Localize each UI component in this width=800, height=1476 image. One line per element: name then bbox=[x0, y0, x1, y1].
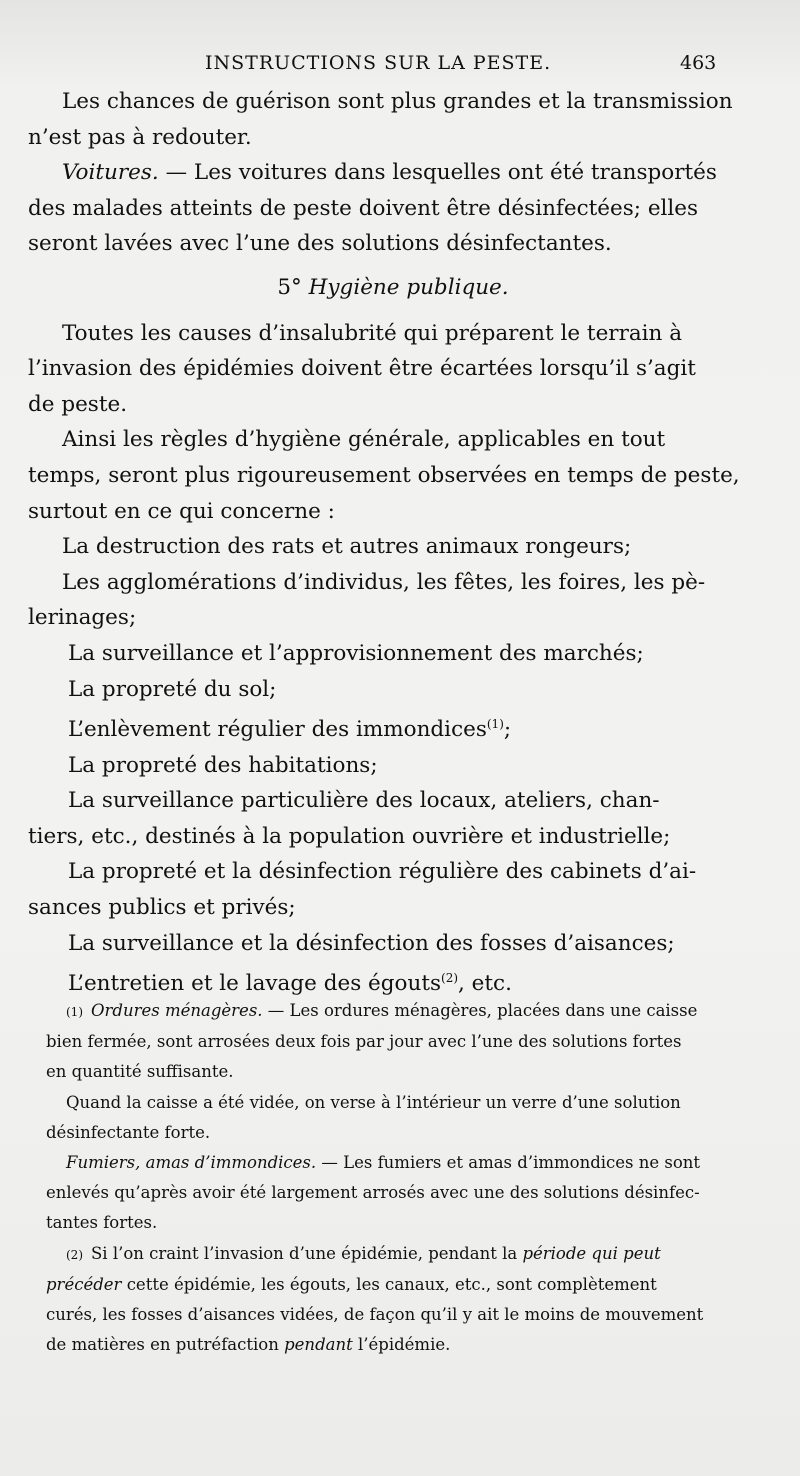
footnote-label: Ordures ménagères. bbox=[91, 1001, 263, 1020]
text-line: Toutes les causes d’insalubrité qui préparent le terrain à bbox=[62, 320, 683, 346]
footnote-ref: (2) bbox=[441, 971, 459, 986]
list-item: La surveillance et l’approvisionnement des marchés; bbox=[68, 640, 644, 666]
voitures-label: Voitures. bbox=[62, 160, 159, 186]
list-item: La propreté du sol; bbox=[68, 676, 277, 702]
footnote-line: Quand la caisse a été vidée, on verse à l’intérieur un verre d’une solution bbox=[66, 1092, 681, 1112]
footnote-ref: (1) bbox=[486, 717, 504, 732]
text-line: des malades atteints de peste doivent être désinfectées; elles bbox=[28, 195, 699, 221]
list-item: L’entretien et le lavage des égouts$^{(2)}$, etc. bbox=[68, 971, 512, 997]
footnote-line: précéder cette épidémie, les égouts, les canaux, etc., sont complètement bbox=[46, 1274, 657, 1294]
running-title: INSTRUCTIONS SUR LA PESTE. bbox=[205, 52, 552, 74]
text-line: surtout en ce qui concerne : bbox=[28, 498, 335, 524]
list-item: La propreté et la désinfection régulière des cabinets d’ai- bbox=[68, 859, 697, 885]
text-line: seront lavées avec l’une des solutions désinfectantes. bbox=[28, 231, 612, 257]
text-line: sances publics et privés; bbox=[28, 895, 296, 921]
list-item: L’enlèvement régulier des immondices$^{(1)}$; bbox=[68, 717, 512, 743]
section-number: 5° bbox=[277, 274, 302, 300]
list-item: La propreté des habitations; bbox=[68, 752, 378, 778]
text-line: tiers, etc., destinés à la population ouvrière et industrielle; bbox=[28, 823, 671, 849]
footnote-line: enlevés qu’après avoir été largement arrosés avec une des solutions désinfec- bbox=[46, 1183, 700, 1203]
footnote-label: Fumiers, amas d’immondices. bbox=[66, 1153, 317, 1173]
footnote-line: bien fermée, sont arrosées deux fois par jour avec l’une des solutions fortes bbox=[46, 1032, 682, 1052]
main-text bbox=[28, 84, 758, 1002]
text-line: Les chances de guérison sont plus grandes et la transmission bbox=[62, 89, 733, 114]
footnote-marker: (1) bbox=[66, 1005, 83, 1019]
footnote-line: tantes fortes. bbox=[46, 1213, 158, 1233]
footnote-line: curés, les fosses d’aisances vidées, de façon qu’il y ait le moins de mouvement bbox=[46, 1305, 704, 1325]
section-title: Hygiène publique. bbox=[308, 274, 509, 300]
text-line: Ainsi les règles d’hygiène générale, applicables en tout bbox=[62, 427, 666, 453]
text-line: temps, seront plus rigoureusement observées en temps de peste, bbox=[28, 462, 740, 488]
text-line: n’est pas à redouter. bbox=[28, 124, 252, 150]
footnote-line: en quantité suffisante. bbox=[46, 1062, 234, 1082]
footnote-line: désinfectante forte. bbox=[46, 1122, 211, 1142]
footnote-line: de matières en putréfaction pendant l’épidémie. bbox=[46, 1335, 451, 1355]
list-item: La destruction des rats et autres animaux rongeurs; bbox=[62, 534, 632, 560]
footnotes bbox=[46, 996, 760, 1360]
text-line: Voitures. — Les voitures dans lesquelles ont été transportés bbox=[62, 160, 717, 186]
text-line: l’invasion des épidémies doivent être écartées lorsqu’il s’agit bbox=[28, 356, 696, 382]
footnote-line: (2) Si l’on craint l’invasion d’une épidémie, pendant la période qui peut bbox=[66, 1243, 661, 1263]
list-item: La surveillance et la désinfection des fosses d’aisances; bbox=[68, 930, 675, 956]
footnote-line: (1) Ordures ménagères. — Les ordures ménagères, placées dans une caisse bbox=[66, 1001, 698, 1020]
section-heading bbox=[28, 270, 758, 306]
running-header bbox=[0, 46, 800, 86]
list-item: La surveillance particulière des locaux, ateliers, chan- bbox=[68, 788, 660, 814]
list-item: Les agglomérations d’individus, les fêtes, les foires, les pè- bbox=[62, 569, 706, 595]
text-line: de peste. bbox=[28, 391, 128, 417]
text-line: lerinages; bbox=[28, 605, 137, 631]
page-number: 463 bbox=[680, 52, 717, 74]
footnote-line: Fumiers, amas d’immondices. — Les fumiers et amas d’immondices ne sont bbox=[66, 1153, 701, 1173]
footnote-marker: (2) bbox=[66, 1247, 83, 1262]
